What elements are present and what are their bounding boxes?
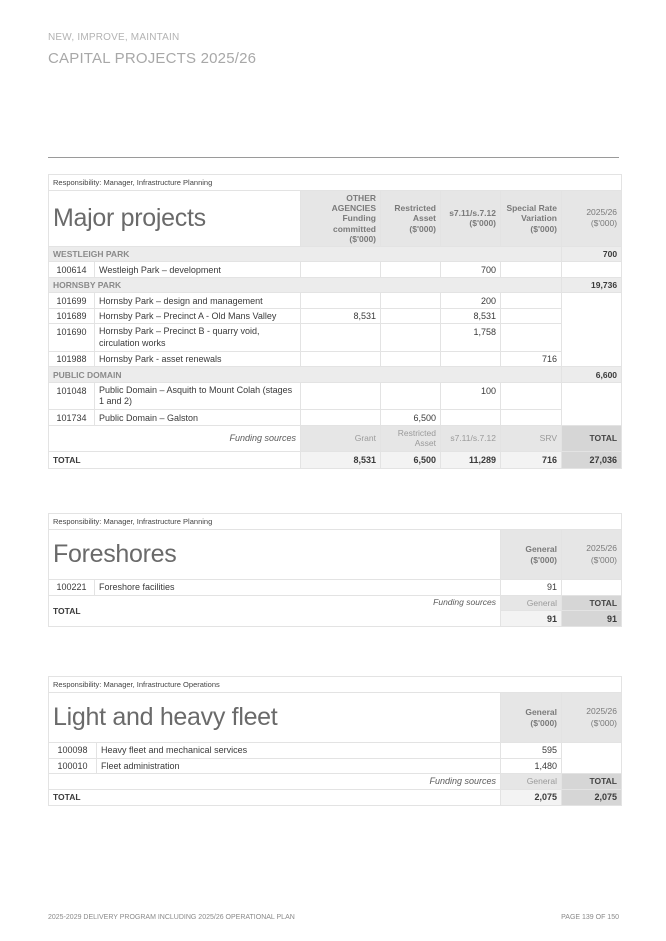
cell-srv [501, 410, 562, 426]
cell-s711: 1,758 [441, 324, 501, 352]
column-header-total: 2025/26 ($'000) [562, 693, 622, 743]
grand-total: 2,075 [562, 789, 622, 805]
column-header-total: 2025/26 ($'000) [562, 530, 622, 580]
project-description: Public Domain – Asquith to Mount Colah (stages 1 and 2) [95, 382, 301, 410]
table-row [49, 382, 622, 410]
column-header-other-agencies: OTHER AGENCIES Funding committed ($'000) [301, 191, 381, 247]
total-label: TOTAL [53, 605, 81, 616]
cell-s711 [441, 410, 501, 426]
cell-general: 91 [501, 580, 562, 596]
funding-source-total: TOTAL [562, 595, 622, 611]
total-other: 8,531 [301, 451, 381, 468]
total-srv: 716 [501, 451, 562, 468]
table-row [49, 410, 622, 426]
table-row [49, 308, 622, 324]
project-code: 101734 [49, 410, 95, 426]
cell-restricted [381, 382, 441, 410]
cell-other [301, 262, 381, 278]
table-title: Foreshores [49, 530, 501, 580]
cell-restricted: 6,500 [381, 410, 441, 426]
project-description: Heavy fleet and mechanical services [97, 743, 501, 759]
funding-source-total: TOTAL [562, 774, 622, 790]
total-general: 91 [501, 611, 562, 627]
total-label-cell [49, 595, 501, 627]
cell-restricted [381, 351, 441, 367]
category-total: 19,736 [562, 277, 622, 293]
project-description: Westleigh Park – development [95, 262, 301, 278]
table-title: Major projects [49, 191, 301, 247]
cell-total-empty [562, 293, 622, 367]
column-header-s711: s7.11/s.7.12 ($'000) [441, 191, 501, 247]
major-projects-table [48, 174, 622, 469]
page-title: CAPITAL PROJECTS 2025/26 [48, 50, 257, 67]
funding-source-general: General [501, 774, 562, 790]
project-code: 101690 [49, 324, 95, 352]
cell-s711: 700 [441, 262, 501, 278]
cell-other [301, 382, 381, 410]
cell-restricted [381, 293, 441, 309]
category-total: 700 [562, 246, 622, 262]
cell-general: 1,480 [501, 758, 562, 774]
total-restricted: 6,500 [381, 451, 441, 468]
cell-srv [501, 262, 562, 278]
project-code: 100221 [49, 580, 95, 596]
funding-source-restricted: Restricted Asset [381, 425, 441, 451]
funding-sources-label: Funding sources [433, 596, 496, 607]
cell-other [301, 410, 381, 426]
table-row [49, 351, 622, 367]
cell-s711 [441, 351, 501, 367]
project-description: Fleet administration [97, 758, 501, 774]
cell-other: 8,531 [301, 308, 381, 324]
funding-source-s711: s7.11/s.7.12 [441, 425, 501, 451]
project-description: Foreshore facilities [95, 580, 501, 596]
project-description: Hornsby Park - asset renewals [95, 351, 301, 367]
project-code: 100010 [49, 758, 97, 774]
project-description: Hornsby Park – design and management [95, 293, 301, 309]
total-general: 2,075 [501, 789, 562, 805]
funding-sources-label: Funding sources [49, 425, 301, 451]
project-description: Hornsby Park – Precinct B - quarry void, circulation works [95, 324, 301, 352]
funding-source-srv: SRV [501, 425, 562, 451]
project-code: 101988 [49, 351, 95, 367]
cell-srv [501, 324, 562, 352]
project-code: 101699 [49, 293, 95, 309]
cell-other [301, 324, 381, 352]
table-row [49, 324, 622, 352]
funding-source-total: TOTAL [562, 425, 622, 451]
cell-general: 595 [501, 743, 562, 759]
cell-s711: 8,531 [441, 308, 501, 324]
cell-s711: 200 [441, 293, 501, 309]
column-header-srv: Special Rate Variation ($'000) [501, 191, 562, 247]
responsibility-label: Responsibility: Manager, Infrastructure Planning [49, 514, 622, 530]
table-row [49, 293, 622, 309]
footer-document-title: 2025-2029 DELIVERY PROGRAM INCLUDING 2025/26 OPERATIONAL PLAN [48, 914, 295, 921]
total-s711: 11,289 [441, 451, 501, 468]
cell-s711: 100 [441, 382, 501, 410]
funding-source-general: General [501, 595, 562, 611]
cell-total-empty [562, 382, 622, 425]
category-row-label: PUBLIC DOMAIN [49, 367, 562, 383]
fleet-table [48, 676, 622, 806]
cell-restricted [381, 308, 441, 324]
funding-source-grant: Grant [301, 425, 381, 451]
cell-restricted [381, 262, 441, 278]
project-code: 100098 [49, 743, 97, 759]
funding-sources-label: Funding sources [49, 774, 501, 790]
table-row [49, 758, 622, 774]
table-row [49, 580, 622, 596]
cell-other [301, 293, 381, 309]
category-row-label: WESTLEIGH PARK [49, 246, 562, 262]
foreshores-table [48, 513, 622, 627]
grand-total: 27,036 [562, 451, 622, 468]
column-header-general: General ($'000) [501, 693, 562, 743]
table-row [49, 743, 622, 759]
cell-other [301, 351, 381, 367]
category-total: 6,600 [562, 367, 622, 383]
cell-restricted [381, 324, 441, 352]
table-row [49, 262, 622, 278]
cell-srv [501, 308, 562, 324]
grand-total: 91 [562, 611, 622, 627]
total-label: TOTAL [49, 789, 501, 805]
category-row-label: HORNSBY PARK [49, 277, 562, 293]
project-description: Hornsby Park – Precinct A - Old Mans Valley [95, 308, 301, 324]
header-divider [48, 157, 619, 158]
cell-total-empty [562, 743, 622, 774]
column-header-restricted: Restricted Asset ($'000) [381, 191, 441, 247]
table-title: Light and heavy fleet [49, 693, 501, 743]
column-header-total: 2025/26 ($'000) [562, 191, 622, 247]
cell-srv [501, 382, 562, 410]
section-kicker: NEW, IMPROVE, MAINTAIN [48, 32, 180, 43]
project-description: Public Domain – Galston [95, 410, 301, 426]
column-header-general: General ($'000) [501, 530, 562, 580]
responsibility-label: Responsibility: Manager, Infrastructure Operations [49, 677, 622, 693]
project-code: 101689 [49, 308, 95, 324]
cell-total-empty [562, 580, 622, 596]
cell-srv: 716 [501, 351, 562, 367]
cell-total-empty [562, 262, 622, 278]
project-code: 101048 [49, 382, 95, 410]
cell-srv [501, 293, 562, 309]
footer-page-number: PAGE 139 OF 150 [561, 914, 619, 921]
project-code: 100614 [49, 262, 95, 278]
total-label: TOTAL [49, 451, 301, 468]
responsibility-label: Responsibility: Manager, Infrastructure Planning [49, 175, 622, 191]
